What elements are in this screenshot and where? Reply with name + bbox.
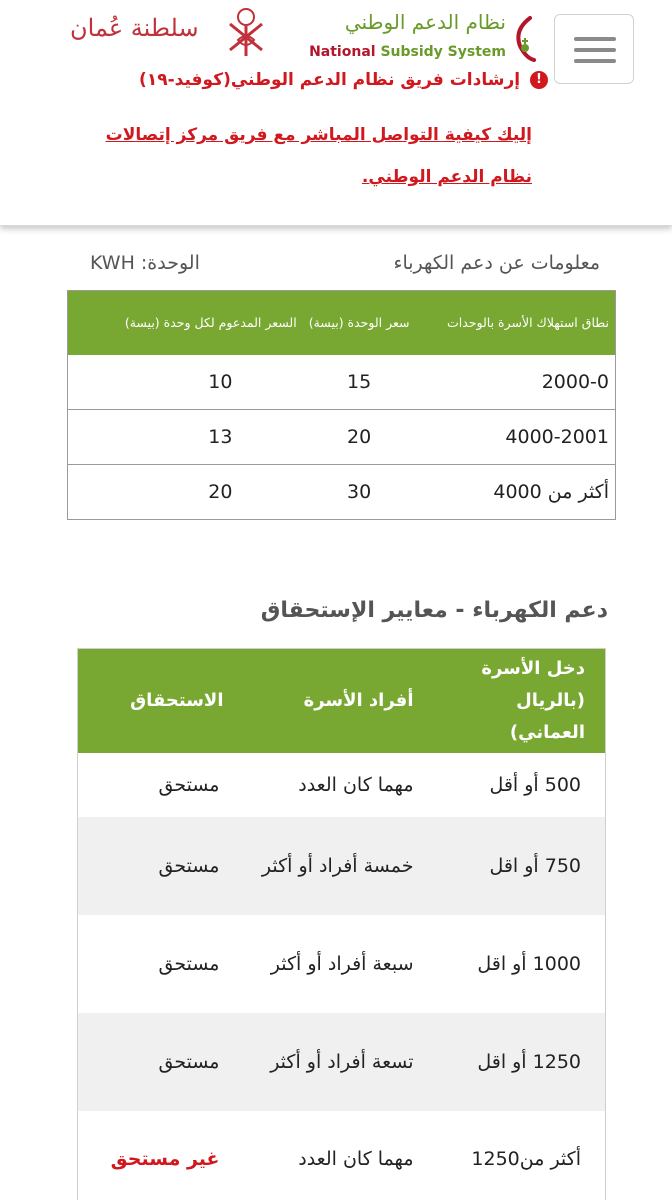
price-cell: 20 bbox=[303, 410, 416, 465]
table-row bbox=[68, 465, 616, 520]
col-subsidized-price: السعر المدعوم لكل وحدة (بيسة) bbox=[68, 291, 303, 355]
logo-english-name bbox=[309, 44, 506, 60]
subsidized-cell: 20 bbox=[68, 465, 303, 520]
table-row bbox=[78, 817, 606, 915]
income-cell: 1250 أو اقل bbox=[434, 1013, 606, 1111]
col-eligibility: الاستحقاق bbox=[78, 649, 244, 753]
info-section-title: معلومات عن دعم الكهرباء bbox=[393, 252, 600, 274]
members-cell: تسعة أفراد أو أكثر bbox=[244, 1013, 434, 1111]
covid-notice[interactable] bbox=[116, 70, 548, 90]
national-subsidy-system-logo[interactable] bbox=[309, 8, 536, 72]
electricity-price-table bbox=[67, 290, 616, 520]
logo-arabic-name: نظام الدعم الوطني bbox=[344, 10, 506, 34]
table-row bbox=[78, 753, 606, 817]
income-cell: 500 أو أقل bbox=[489, 773, 581, 796]
contact-center-link[interactable]: إليك كيفية التواصل المباشر مع فريق مركز إتصالات نظام الدعم الوطني. bbox=[105, 125, 532, 187]
unit-label: الوحدة: bbox=[140, 252, 200, 274]
eligibility-cell: مستحق bbox=[78, 817, 244, 915]
income-cell: أكثر من1250 bbox=[471, 1148, 581, 1171]
members-cell: خمسة أفراد أو أكثر bbox=[244, 817, 434, 915]
table-row bbox=[68, 355, 616, 410]
table-row bbox=[78, 1111, 606, 1200]
range-cell: 4000-2001 bbox=[416, 410, 616, 465]
menu-line-icon bbox=[574, 48, 616, 52]
unit-indicator bbox=[84, 252, 200, 274]
logo-en-subsidy: Subsidy System bbox=[380, 44, 506, 60]
oman-emblem-icon bbox=[224, 6, 268, 60]
subsidized-cell: 13 bbox=[68, 410, 303, 465]
eligibility-cell: مستحق bbox=[78, 1013, 244, 1111]
eligibility-cell: غير مستحق bbox=[110, 1148, 220, 1171]
price-cell: 30 bbox=[303, 465, 416, 520]
table-header-row bbox=[68, 291, 616, 355]
menu-line-icon bbox=[574, 37, 616, 41]
table-row bbox=[78, 915, 606, 1013]
unit-value: KWH bbox=[90, 252, 135, 274]
criteria-section-title: دعم الكهرباء - معايير الإستحقاق bbox=[260, 598, 608, 623]
col-unit-price: سعر الوحدة (بيسة) bbox=[303, 291, 416, 355]
col-family-members: أفراد الأسرة bbox=[244, 649, 434, 753]
site-header bbox=[0, 0, 672, 226]
notice-text: إرشادات فريق نظام الدعم الوطني(كوفيد-١٩) bbox=[139, 70, 521, 90]
income-cell: 1000 أو اقل bbox=[477, 952, 581, 975]
hamburger-menu-button[interactable] bbox=[554, 14, 634, 84]
range-cell: 2000-0 bbox=[541, 370, 609, 393]
nss-logo-mark-icon bbox=[512, 16, 536, 64]
table-row bbox=[68, 410, 616, 465]
logo-en-national: National bbox=[309, 44, 376, 60]
members-cell: سبعة أفراد أو أكثر bbox=[270, 952, 414, 975]
alert-icon: ! bbox=[530, 71, 548, 89]
range-cell: أكثر من 4000 bbox=[416, 465, 616, 520]
price-cell: 15 bbox=[347, 370, 372, 393]
oman-logo-text: سلطنة عُمان bbox=[70, 14, 199, 42]
income-cell: 750 أو اقل bbox=[434, 817, 606, 915]
col-consumption-range: نطاق استهلاك الأسرة بالوحدات bbox=[416, 291, 616, 355]
eligibility-criteria-table bbox=[77, 648, 606, 1200]
oman-government-logo[interactable] bbox=[70, 6, 270, 62]
members-cell: مهما كان العدد bbox=[298, 1148, 414, 1171]
eligibility-cell: مستحق bbox=[158, 773, 220, 796]
menu-line-icon bbox=[574, 59, 616, 63]
col-household-income: دخل الأسرة (بالريال العماني) bbox=[434, 649, 606, 753]
members-cell: مهما كان العدد bbox=[298, 773, 414, 796]
eligibility-cell: مستحق bbox=[158, 952, 220, 975]
table-row bbox=[78, 1013, 606, 1111]
table-header-row bbox=[78, 649, 606, 753]
subsidized-cell: 10 bbox=[208, 370, 233, 393]
